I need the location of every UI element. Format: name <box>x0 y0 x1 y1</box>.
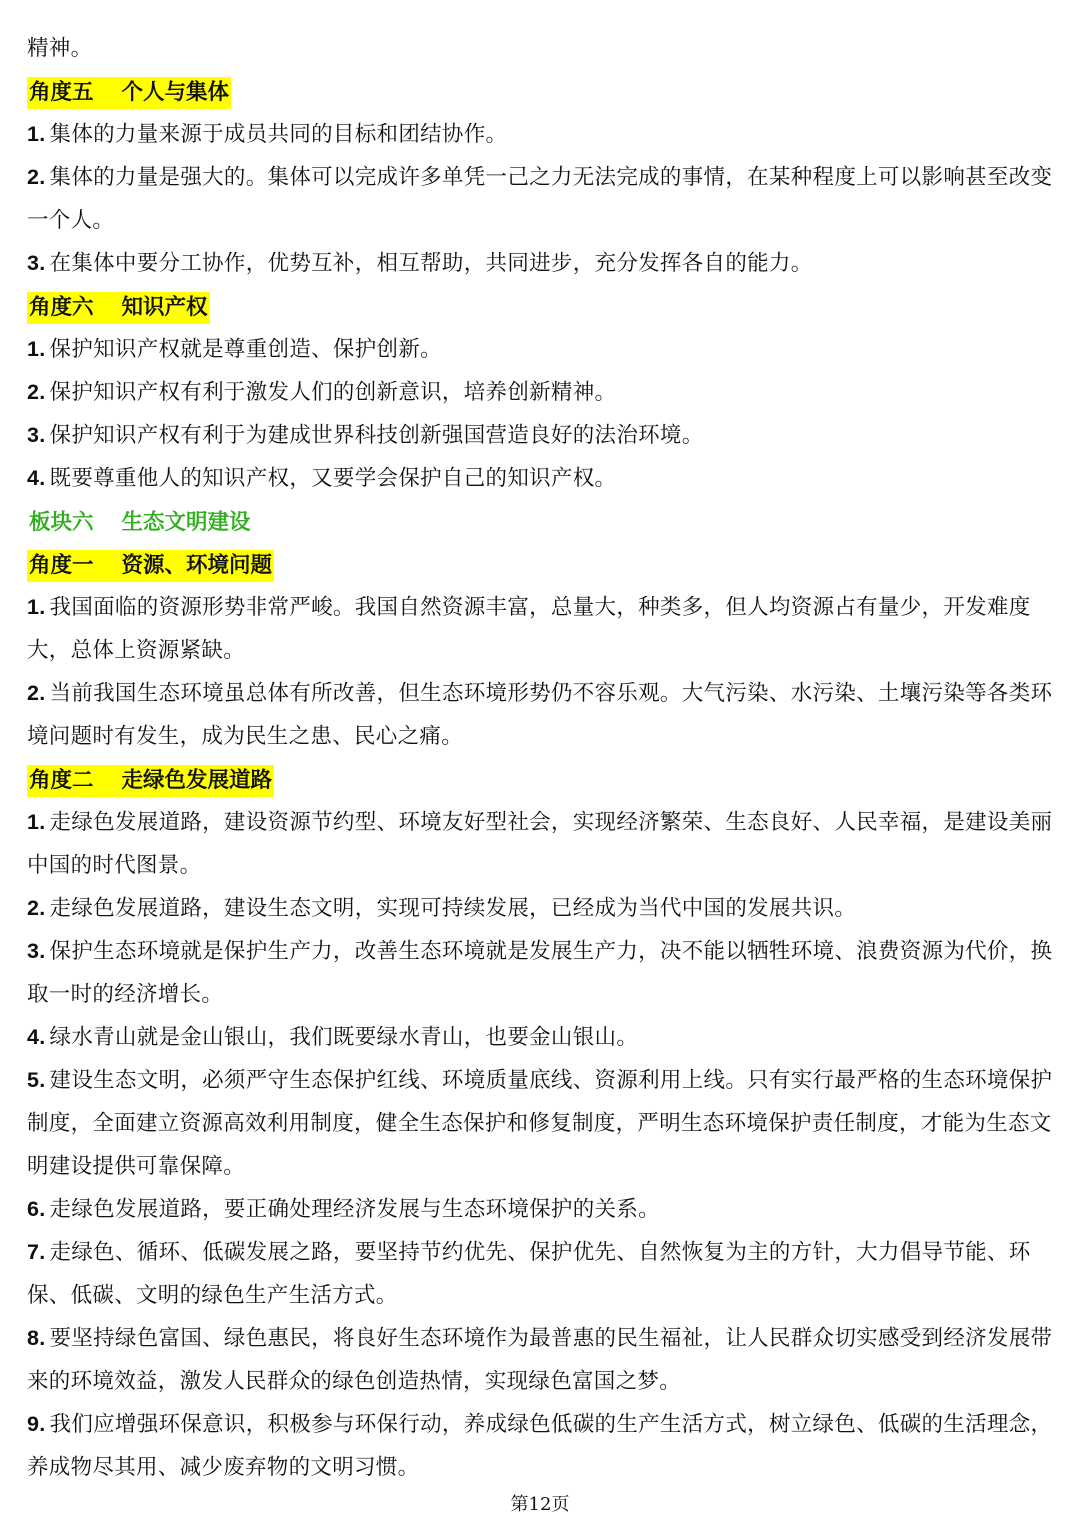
item-number: 4. <box>27 466 46 490</box>
paragraph <box>27 457 1057 500</box>
heading-title: 资源、环境问题 <box>122 550 273 582</box>
paragraph-text: 保护知识产权就是尊重创造、保护创新。 <box>49 337 442 362</box>
paragraph <box>27 1403 1057 1489</box>
paragraph-text: 走绿色发展道路，要正确处理经济发展与生态环境保护的关系。 <box>49 1197 660 1222</box>
paragraph <box>27 586 1057 672</box>
document-page <box>27 27 1057 1489</box>
paragraph <box>27 242 1057 285</box>
item-number: 3. <box>27 423 46 447</box>
paragraph <box>27 930 1057 1016</box>
item-number: 3. <box>27 939 46 963</box>
heading-label: 角度一 <box>29 550 94 582</box>
item-number: 2. <box>27 380 46 404</box>
paragraph <box>27 1016 1057 1059</box>
heading-label: 角度五 <box>29 77 94 109</box>
item-number: 7. <box>27 1240 46 1264</box>
paragraph <box>27 801 1057 887</box>
paragraph <box>27 1317 1057 1403</box>
paragraph <box>27 156 1057 242</box>
subsection-heading <box>27 285 1057 328</box>
paragraph <box>27 414 1057 457</box>
item-number: 2. <box>27 165 46 189</box>
paragraph-text: 集体的力量是强大的。集体可以完成许多单凭一己之力无法完成的事情，在某种程度上可以影响甚至改变一个人。 <box>27 165 1053 233</box>
item-number: 2. <box>27 681 46 705</box>
item-number: 1. <box>27 810 46 834</box>
paragraph <box>27 672 1057 758</box>
paragraph-text: 既要尊重他人的知识产权，又要学会保护自己的知识产权。 <box>49 466 617 491</box>
paragraph <box>27 328 1057 371</box>
paragraph-text: 要坚持绿色富国、绿色惠民，将良好生态环境作为最普惠的民生福祉，让人民群众切实感受到经济发展带来的环境效益，激发人民群众的绿色创造热情，实现绿色富国之梦。 <box>27 1326 1053 1394</box>
paragraph-text: 精神。 <box>27 36 93 61</box>
paragraph-text: 当前我国生态环境虽总体有所改善，但生态环境形势仍不容乐观。大气污染、水污染、土壤污染等各类环境问题时有发生，成为民生之患、民心之痛。 <box>27 681 1053 749</box>
page-number: 第12页 <box>510 1494 570 1515</box>
paragraph-text: 走绿色发展道路，建设资源节约型、环境友好型社会，实现经济繁荣、生态良好、人民幸福，是建设美丽中国的时代图景。 <box>27 810 1053 878</box>
heading-title: 走绿色发展道路 <box>122 765 273 797</box>
paragraph-text: 建设生态文明，必须严守生态保护红线、环境质量底线、资源利用上线。只有实行最严格的生态环境保护制度，全面建立资源高效利用制度，健全生态保护和修复制度，严明生态环境保护责任制度，才能为生态文明建设提供可靠保障。 <box>27 1068 1053 1179</box>
item-number: 1. <box>27 122 46 146</box>
subsection-heading <box>27 758 1057 801</box>
paragraph <box>27 887 1057 930</box>
paragraph-text: 我国面临的资源形势非常严峻。我国自然资源丰富，总量大，种类多，但人均资源占有量少，开发难度大，总体上资源紧缺。 <box>27 595 1031 663</box>
paragraph-text: 绿水青山就是金山银山，我们既要绿水青山，也要金山银山。 <box>49 1025 639 1050</box>
heading-label: 角度六 <box>29 292 94 324</box>
item-number: 1. <box>27 337 46 361</box>
item-number: 2. <box>27 896 46 920</box>
paragraph-text: 保护知识产权有利于激发人们的创新意识，培养创新精神。 <box>49 380 617 405</box>
heading-title: 生态文明建设 <box>121 509 251 535</box>
paragraph-text: 走绿色发展道路，建设生态文明，实现可持续发展，已经成为当代中国的发展共识。 <box>49 896 857 921</box>
item-number: 1. <box>27 595 46 619</box>
paragraph-text: 集体的力量来源于成员共同的目标和团结协作。 <box>49 122 508 147</box>
item-number: 4. <box>27 1025 46 1049</box>
item-number: 9. <box>27 1412 46 1436</box>
subsection-heading <box>27 70 1057 113</box>
subsection-heading <box>27 543 1057 586</box>
item-number: 5. <box>27 1068 46 1092</box>
paragraph <box>27 1059 1057 1188</box>
paragraph <box>27 113 1057 156</box>
heading-title: 知识产权 <box>122 292 208 324</box>
paragraph-text: 保护知识产权有利于为建成世界科技创新强国营造良好的法治环境。 <box>49 423 704 448</box>
heading-label: 角度二 <box>29 765 94 797</box>
heading-label: 板块六 <box>29 509 94 535</box>
paragraph-text: 保护生态环境就是保护生产力，改善生态环境就是发展生产力，决不能以牺牲环境、浪费资源为代价，换取一时的经济增长。 <box>27 939 1053 1007</box>
paragraph <box>27 1188 1057 1231</box>
paragraph-text: 我们应增强环保意识，积极参与环保行动，养成绿色低碳的生产生活方式，树立绿色、低碳的生活理念，养成物尽其用、减少废弃物的文明习惯。 <box>27 1412 1053 1480</box>
item-number: 6. <box>27 1197 46 1221</box>
item-number: 8. <box>27 1326 46 1350</box>
section-heading <box>27 500 1057 543</box>
paragraph <box>27 371 1057 414</box>
item-number: 3. <box>27 251 46 275</box>
paragraph-text: 走绿色、循环、低碳发展之路，要坚持节约优先、保护优先、自然恢复为主的方针，大力倡导节能、环保、低碳、文明的绿色生产生活方式。 <box>27 1240 1031 1308</box>
paragraph <box>27 27 1057 70</box>
paragraph-text: 在集体中要分工协作，优势互补，相互帮助，共同进步，充分发挥各自的能力。 <box>49 251 813 276</box>
heading-title: 个人与集体 <box>122 77 230 109</box>
paragraph <box>27 1231 1057 1317</box>
